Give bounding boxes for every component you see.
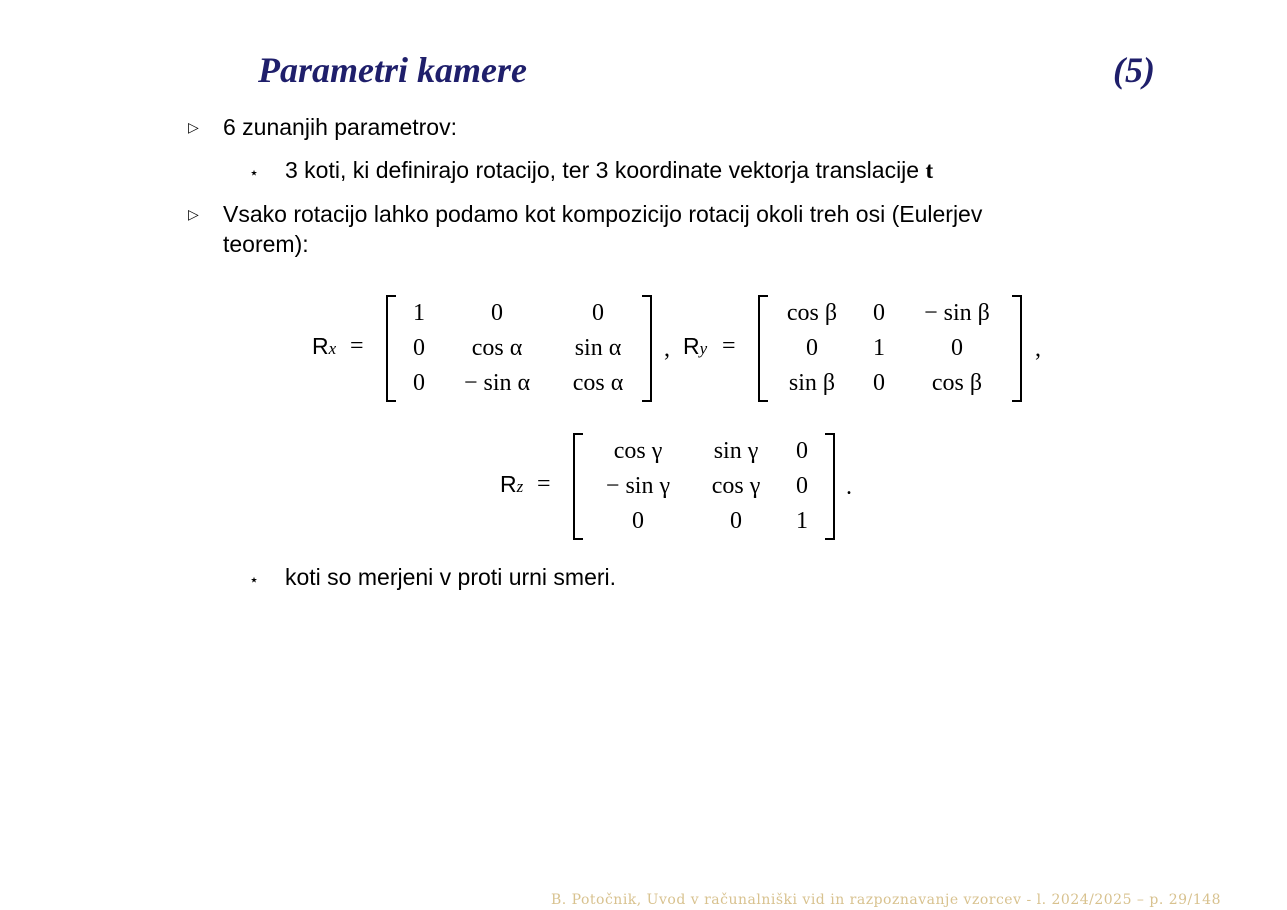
equals-sign: = bbox=[537, 471, 551, 497]
matrix-cell: cos α bbox=[471, 335, 523, 361]
matrix-cell: cos γ bbox=[613, 438, 663, 464]
star-bullet-icon: ⋆ bbox=[249, 165, 260, 182]
matrix-cell: 0 bbox=[806, 335, 818, 361]
bullet-text-line1: Vsako rotacijo lahko podamo kot kompozicijo rotacij okoli treh osi (Eulerjev bbox=[223, 201, 983, 227]
matrix-cell: 1 bbox=[873, 335, 885, 361]
trailing-punctuation: . bbox=[846, 474, 852, 500]
bullet-text: 6 zunanjih parametrov: bbox=[223, 114, 457, 140]
bullet-text-line2: teorem): bbox=[223, 231, 309, 257]
matrix-cell: 0 bbox=[632, 508, 644, 534]
translation-vector-symbol: t bbox=[925, 158, 934, 183]
matrix-cell: 0 bbox=[413, 370, 425, 396]
matrix-cell: − sin β bbox=[924, 300, 990, 326]
left-bracket bbox=[573, 433, 583, 540]
matrix-label: Rz bbox=[500, 471, 524, 497]
matrix-cell: cos β bbox=[931, 370, 983, 396]
matrix-cell: 0 bbox=[951, 335, 963, 361]
matrix-cell: 0 bbox=[873, 300, 885, 326]
matrix-cell: − sin γ bbox=[605, 473, 671, 499]
star-bullet-icon: ⋆ bbox=[249, 572, 260, 589]
matrix-cell: 1 bbox=[413, 300, 425, 326]
left-bracket bbox=[758, 295, 768, 402]
equals-sign: = bbox=[350, 333, 364, 359]
matrix-cell: 0 bbox=[413, 335, 425, 361]
right-bracket bbox=[642, 295, 652, 402]
right-bracket bbox=[825, 433, 835, 540]
right-bracket bbox=[1012, 295, 1022, 402]
slide-footer: B. Potočnik, Uvod v računalniški vid in razpoznavanje vzorcev - l. 2024/2025 – p. 29/148 bbox=[550, 892, 1221, 908]
matrix-cell: cos α bbox=[572, 370, 624, 396]
matrix-label: Rx bbox=[312, 333, 337, 359]
matrix-cell: 1 bbox=[796, 508, 808, 534]
left-bracket bbox=[386, 295, 396, 402]
triangle-bullet-icon: ▷ bbox=[188, 119, 199, 135]
matrix-cell: 0 bbox=[873, 370, 885, 396]
sub-bullet-text: koti so merjeni v proti urni smeri. bbox=[285, 564, 617, 590]
matrix-cell: cos γ bbox=[711, 473, 761, 499]
matrix-cell: cos β bbox=[786, 300, 838, 326]
matrix-cell: sin γ bbox=[713, 438, 759, 464]
triangle-bullet-icon: ▷ bbox=[188, 206, 199, 222]
matrix-label: Ry bbox=[683, 333, 708, 359]
matrix-cell: sin β bbox=[788, 370, 836, 396]
slide-number: (5) bbox=[1113, 50, 1155, 90]
matrix-cell: 0 bbox=[796, 438, 808, 464]
trailing-punctuation: , bbox=[664, 336, 670, 362]
sub-bullet-content: 3 koti, ki definirajo rotacijo, ter 3 koordinate vektorja translacije bbox=[285, 157, 920, 183]
trailing-punctuation: , bbox=[1035, 336, 1041, 362]
matrix-cell: 0 bbox=[796, 473, 808, 499]
matrix-cell: 0 bbox=[592, 300, 604, 326]
matrix-cell: − sin α bbox=[463, 370, 531, 396]
matrix-cell: 0 bbox=[730, 508, 742, 534]
matrix-cell: 0 bbox=[491, 300, 503, 326]
sub-bullet-text bbox=[285, 155, 933, 186]
equals-sign: = bbox=[722, 333, 736, 359]
slide-title: Parametri kamere bbox=[258, 50, 527, 90]
matrix-cell: sin α bbox=[574, 335, 622, 361]
